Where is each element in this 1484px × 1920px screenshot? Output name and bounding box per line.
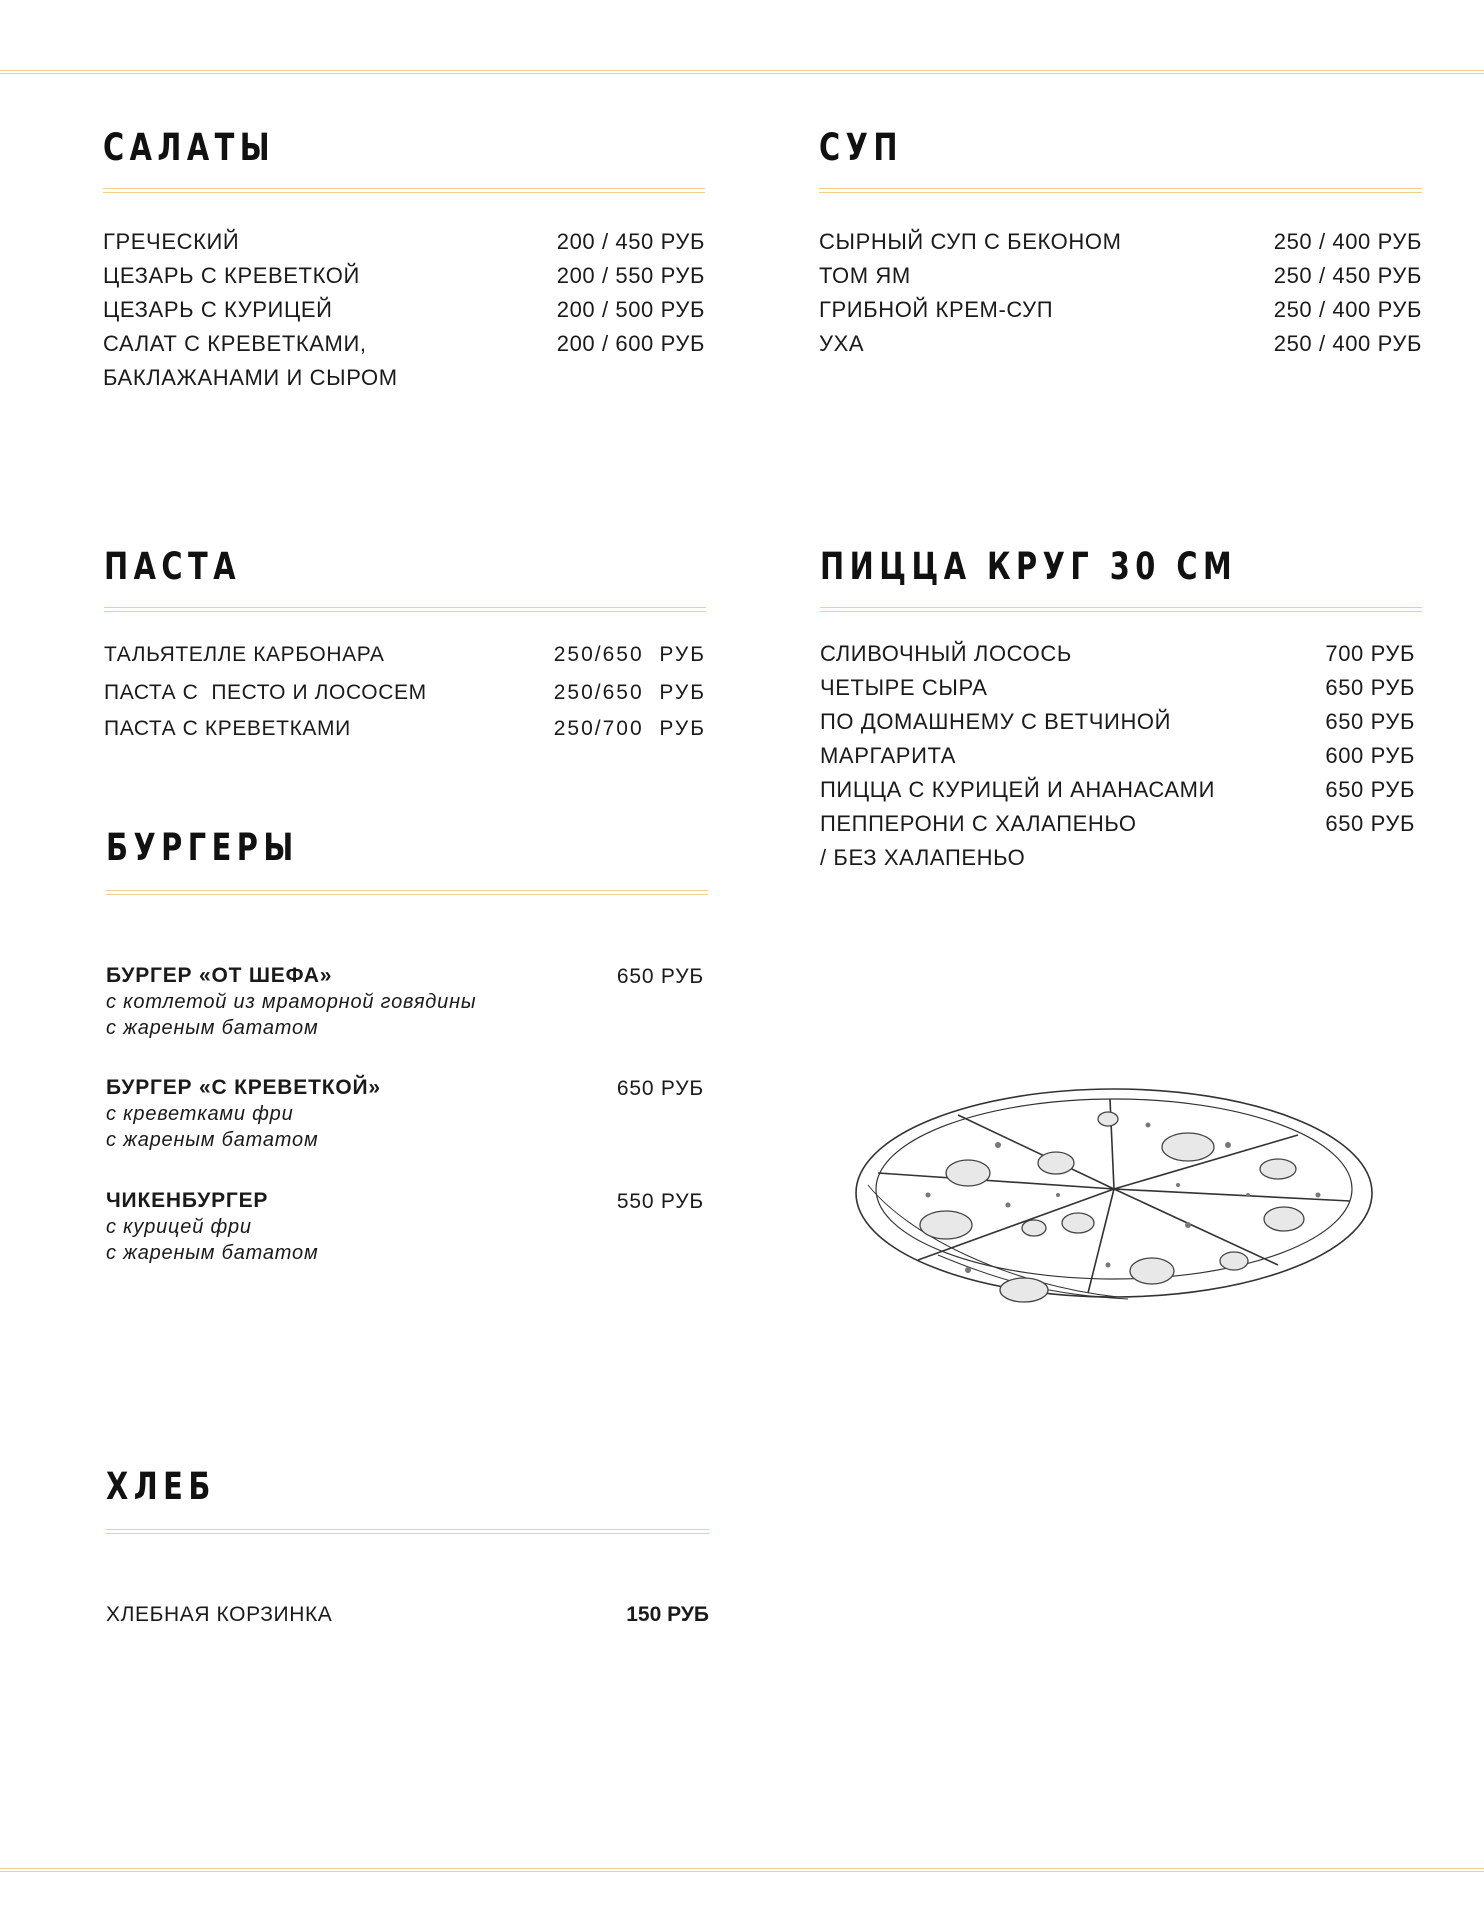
section-title-soup: СУП (819, 126, 903, 169)
top-page-rule (0, 70, 1484, 74)
menu-item (103, 259, 705, 293)
menu-item (103, 361, 705, 395)
section-soup (819, 126, 1422, 361)
section-title-bread: ХЛЕБ (106, 1465, 216, 1508)
section-title-burgers: БУРГЕРЫ (106, 826, 299, 869)
item-name: ТОМ ЯМ (819, 263, 911, 288)
item-price: 250/650 РУБ (553, 643, 706, 666)
section-bread (106, 1465, 709, 1632)
menu-item (103, 225, 705, 259)
item-price: 200 / 450 РУБ (556, 229, 705, 254)
section-salads (103, 126, 705, 395)
item-description: с курицей фри (106, 1216, 252, 1238)
menu-item (104, 638, 706, 676)
item-price: 550 РУБ (616, 1190, 704, 1213)
item-name: ПЕППЕРОНИ С ХАЛАПЕНЬО (820, 811, 1137, 836)
section-pizza (820, 545, 1422, 875)
item-price: 250 / 400 РУБ (1273, 331, 1422, 356)
menu-item (103, 327, 705, 361)
item-name: ГРИБНОЙ КРЕМ-СУП (819, 297, 1054, 322)
item-name: ПАСТА С КРЕВЕТКАМИ (104, 717, 351, 740)
item-description: с котлетой из мраморной говядины (106, 991, 477, 1013)
section-title-pasta: ПАСТА (104, 545, 241, 588)
item-description: с креветками фри (106, 1103, 294, 1125)
item-price: 200 / 500 РУБ (556, 297, 705, 322)
item-price: 650 РУБ (1325, 777, 1415, 802)
item-price: 650 РУБ (1325, 709, 1415, 734)
burger-item (106, 1188, 704, 1288)
item-description: с жареным бататом (106, 1017, 319, 1039)
bottom-page-rule (0, 1868, 1484, 1872)
item-price: 250/650 РУБ (553, 681, 706, 704)
item-price: 250 / 400 РУБ (1273, 229, 1422, 254)
item-name: ПО ДОМАШНЕМУ С ВЕТЧИНОЙ (820, 709, 1172, 734)
item-name: ХЛЕБНАЯ КОРЗИНКА (106, 1603, 333, 1626)
item-price: 250 / 450 РУБ (1273, 263, 1422, 288)
section-rule (103, 188, 705, 193)
item-name: УХА (819, 331, 865, 356)
item-description: с жареным бататом (106, 1129, 319, 1151)
item-price: 200 / 600 РУБ (556, 331, 705, 356)
section-title-pizza: ПИЦЦА КРУГ 30 СМ (820, 545, 1238, 588)
item-name: ЦЕЗАРЬ С КРЕВЕТКОЙ (103, 263, 360, 288)
item-name: ТАЛЬЯТЕЛЛЕ КАРБОНАРА (104, 643, 385, 666)
item-price: 250/700 РУБ (553, 717, 706, 740)
menu-item (819, 293, 1422, 327)
section-rule (104, 607, 706, 612)
item-name: / БЕЗ ХАЛАПЕНЬО (820, 845, 1026, 870)
item-name: БУРГЕР «С КРЕВЕТКОЙ» (106, 1076, 381, 1099)
item-name: ПАСТА С ПЕСТО И ЛОСОСЕМ (104, 681, 427, 704)
item-name: МАРГАРИТА (820, 743, 957, 768)
section-pasta (104, 545, 706, 746)
section-rule (106, 890, 708, 895)
menu-item (820, 807, 1415, 841)
item-price: 650 РУБ (1325, 675, 1415, 700)
menu-item (820, 705, 1415, 739)
item-price: 650 РУБ (616, 965, 704, 988)
section-rule (820, 607, 1422, 612)
item-name: ПИЦЦА С КУРИЦЕЙ И АНАНАСАМИ (820, 777, 1216, 802)
burger-item (106, 963, 704, 1075)
menu-item (820, 841, 1415, 875)
menu-item (819, 225, 1422, 259)
menu-item (106, 1598, 709, 1632)
section-rule (106, 1529, 709, 1534)
item-name: ЧЕТЫРЕ СЫРА (820, 675, 988, 700)
item-name: ГРЕЧЕСКИЙ (103, 229, 240, 254)
item-price: 250 / 400 РУБ (1273, 297, 1422, 322)
item-name: СЛИВОЧНЫЙ ЛОСОСЬ (820, 641, 1072, 666)
menu-item (104, 712, 706, 746)
menu-item (819, 327, 1422, 361)
menu-item (820, 637, 1415, 671)
item-name: БУРГЕР «ОТ ШЕФА» (106, 964, 333, 987)
section-rule (819, 188, 1422, 193)
burger-item (106, 1075, 704, 1188)
pizza-sketch-icon (848, 1085, 1376, 1335)
item-price: 150 РУБ (626, 1603, 709, 1626)
item-name: БАКЛАЖАНАМИ И СЫРОМ (103, 365, 398, 390)
menu-item (819, 259, 1422, 293)
item-name: ЧИКЕНБУРГЕР (106, 1189, 269, 1212)
item-price: 650 РУБ (616, 1077, 704, 1100)
section-burgers (106, 826, 708, 1288)
menu-item (104, 676, 706, 712)
menu-item (820, 671, 1415, 705)
item-price: 650 РУБ (1325, 811, 1415, 836)
item-price: 200 / 550 РУБ (556, 263, 705, 288)
menu-item (103, 293, 705, 327)
menu-item (820, 773, 1415, 807)
item-name: ЦЕЗАРЬ С КУРИЦЕЙ (103, 297, 333, 322)
item-name: СЫРНЫЙ СУП С БЕКОНОМ (819, 229, 1122, 254)
item-name: САЛАТ С КРЕВЕТКАМИ, (103, 331, 367, 356)
menu-item (820, 739, 1415, 773)
item-description: с жареным бататом (106, 1242, 319, 1264)
item-price: 600 РУБ (1325, 743, 1415, 768)
section-title-salads: САЛАТЫ (103, 126, 276, 169)
item-price: 700 РУБ (1325, 641, 1415, 666)
